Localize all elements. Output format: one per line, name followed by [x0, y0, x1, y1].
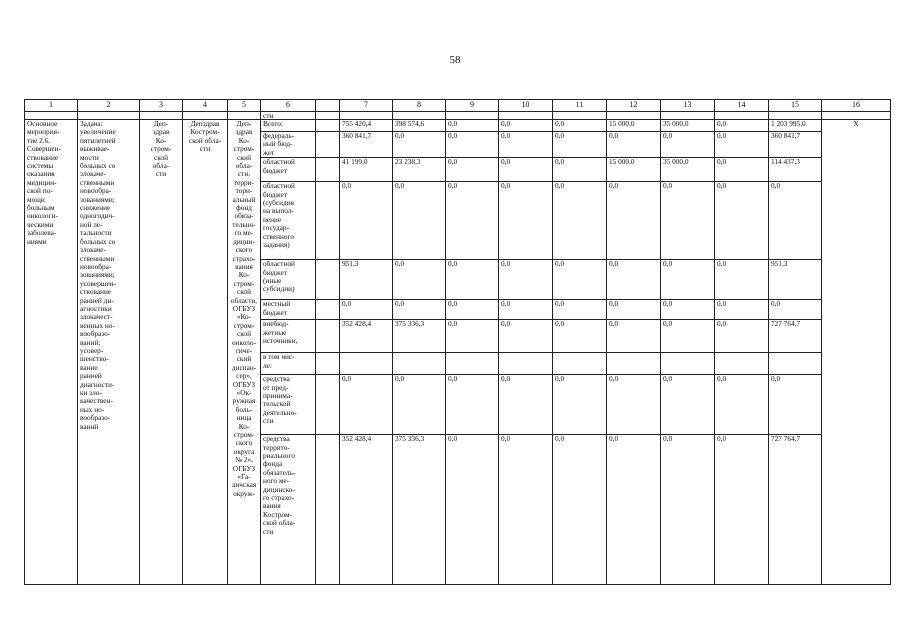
header-cell — [316, 100, 340, 112]
value-cell — [446, 353, 499, 375]
value-cell: 0,0 — [715, 182, 769, 260]
value-cell: 0,0 — [393, 182, 446, 260]
value-cell: 0,0 — [553, 120, 607, 132]
value-cell: 0,0 — [446, 320, 499, 353]
value-cell: 0,0 — [715, 300, 769, 320]
value-cell: 0,0 — [446, 182, 499, 260]
value-cell: 0,0 — [661, 300, 715, 320]
header-cell: 3 — [140, 100, 183, 112]
header-cell: 12 — [607, 100, 661, 112]
funding-source-cell: в том чис- ле: — [261, 353, 316, 375]
value-cell: 0,0 — [661, 132, 715, 158]
value-cell: 0,0 — [499, 435, 553, 585]
value-cell: 0,0 — [446, 435, 499, 585]
value-cell: 951,3 — [340, 260, 393, 300]
value-cell: 0,0 — [499, 120, 553, 132]
value-cell: 0,0 — [499, 182, 553, 260]
value-cell: 0,0 — [393, 260, 446, 300]
value-cell — [553, 353, 607, 375]
header-cell: 1 — [25, 100, 78, 112]
value-cell: 352 428,4 — [340, 435, 393, 585]
value-cell: 0,0 — [446, 300, 499, 320]
value-cell: 0,0 — [661, 260, 715, 300]
value-cell: 352 428,4 — [340, 320, 393, 353]
value-cell: 0,0 — [607, 320, 661, 353]
header-cell: 14 — [715, 100, 769, 112]
value-cell: 0,0 — [393, 132, 446, 158]
value-cell: 0,0 — [446, 132, 499, 158]
empty-cell — [316, 353, 340, 375]
value-cell: 0,0 — [446, 375, 499, 435]
value-cell: 727 764,7 — [769, 435, 822, 585]
value-cell: 0,0 — [553, 182, 607, 260]
participants-cell: Деп- здрав Ко- стром- ской обла- сти, терри- тори- альный фонд обяза- тельно- го ме- дицин- ского страхо- вания Ко- стром- ской области, ОГБУЗ «Ко- стром- ской онколо- гиче- ский диспан- сер», ОГБУЗ «Ок- ружная боль- ница Ко- стром- ского округа № 2», ОГБУЗ «Га- личская окруж- — [228, 120, 261, 585]
empty-cell — [316, 435, 340, 585]
value-cell: 0,0 — [499, 375, 553, 435]
value-cell: 0,0 — [607, 375, 661, 435]
header-cell: 10 — [499, 100, 553, 112]
value-cell — [661, 353, 715, 375]
value-cell: 0,0 — [607, 300, 661, 320]
value-cell: 0,0 — [340, 300, 393, 320]
value-cell: 0,0 — [715, 120, 769, 132]
value-cell: 0,0 — [661, 375, 715, 435]
value-cell — [393, 353, 446, 375]
value-cell: 360 841,7 — [769, 132, 822, 158]
value-cell: 0,0 — [499, 300, 553, 320]
table-row — [25, 120, 891, 132]
header-cell: 8 — [393, 100, 446, 112]
empty-cell — [316, 300, 340, 320]
header-cell: 13 — [661, 100, 715, 112]
value-cell: 0,0 — [769, 300, 822, 320]
value-cell: 951,3 — [769, 260, 822, 300]
funding-source-cell: средства террито- риального фонда обязатель- ного ме- дицинско- го страхо- вания Костром- ской обла- сти — [261, 435, 316, 585]
value-cell: 0,0 — [499, 320, 553, 353]
value-cell: 15 000,0 — [607, 158, 661, 182]
value-cell: 35 000,0 — [661, 158, 715, 182]
value-cell: 0,0 — [340, 375, 393, 435]
header-row — [25, 100, 891, 112]
value-cell — [340, 353, 393, 375]
value-cell: 0,0 — [661, 435, 715, 585]
empty-cell — [316, 158, 340, 182]
value-cell: 1 203 995,0 — [769, 120, 822, 132]
budget-table — [24, 99, 891, 585]
value-cell: 0,0 — [553, 158, 607, 182]
funding-source-cell: внебюд- жетные источники, — [261, 320, 316, 353]
empty-cell — [316, 132, 340, 158]
value-cell — [715, 353, 769, 375]
executor-cell: Деп- здрав Ко- стром- ской обла- сти — [140, 120, 183, 585]
value-cell: 0,0 — [553, 320, 607, 353]
value-cell: 0,0 — [715, 132, 769, 158]
funding-source-cell: областной бюджет (субсидия на выпол- нение государ- ственного задания) — [261, 182, 316, 260]
value-cell: 0,0 — [499, 158, 553, 182]
value-cell: 0,0 — [553, 132, 607, 158]
value-cell: 360 841,7 — [340, 132, 393, 158]
value-cell: 0,0 — [715, 435, 769, 585]
value-cell — [607, 353, 661, 375]
value-cell: 0,0 — [499, 260, 553, 300]
task-cell: Задача: увеличение пятилетней выживае- мости больных со злокаче- ственными новообра- зованиями; снижение одногодич- ной ле- тальности больных со злокаче- ственными новообра- зованиями; усовершен- ствование ранней ди- агностики злокачест- венных но- вообразо- ваний; усовер- шенство- вание ранней диагности- ки зло- качествен- ных но- вообразо- ваний — [78, 120, 140, 585]
empty-cell — [316, 375, 340, 435]
value-cell: 0,0 — [715, 375, 769, 435]
measure-name-cell: Основное мероприя- тие 2.6. Совершен- ствование системы оказания медицин- ской по- мощи больным онкологи- ческими заболева- ниями — [25, 120, 78, 585]
header-cell: 5 — [228, 100, 261, 112]
value-cell: 15 000,0 — [607, 120, 661, 132]
value-cell: 0,0 — [607, 132, 661, 158]
value-cell: 0,0 — [607, 260, 661, 300]
value-cell: 35 000,0 — [661, 120, 715, 132]
value-cell: 0,0 — [340, 182, 393, 260]
header-cell: 11 — [553, 100, 607, 112]
value-cell: 0,0 — [553, 435, 607, 585]
value-cell: 375 336,3 — [393, 435, 446, 585]
header-cell: 2 — [78, 100, 140, 112]
header-cell: 7 — [340, 100, 393, 112]
value-cell: 0,0 — [715, 260, 769, 300]
value-cell: 0,0 — [446, 158, 499, 182]
value-cell: 41 199,0 — [340, 158, 393, 182]
continuation-row — [25, 112, 891, 120]
source-cell: сти — [261, 112, 316, 120]
funding-source-cell: Всего: — [261, 120, 316, 132]
value-cell: 0,0 — [393, 375, 446, 435]
value-cell: 0,0 — [661, 320, 715, 353]
value-cell: 0,0 — [769, 375, 822, 435]
value-cell: 0,0 — [715, 158, 769, 182]
empty-cell — [316, 120, 340, 132]
empty-cell — [316, 320, 340, 353]
coexecutor-cell: Депздрав Костром- ской обла- сти — [183, 120, 228, 585]
value-cell: 398 574,6 — [393, 120, 446, 132]
header-cell: 4 — [183, 100, 228, 112]
value-cell: 114 437,3 — [769, 158, 822, 182]
funding-source-cell: средства от пред- принима- тельской деятельно- сти — [261, 375, 316, 435]
funding-source-cell: областной бюджет (иные субсидии) — [261, 260, 316, 300]
value-cell: 0,0 — [607, 435, 661, 585]
funding-source-cell: местный бюджет — [261, 300, 316, 320]
value-cell: 755 420,4 — [340, 120, 393, 132]
empty-cell — [316, 260, 340, 300]
value-cell: 0,0 — [446, 120, 499, 132]
note-cell: X — [822, 120, 891, 585]
value-cell: 0,0 — [607, 182, 661, 260]
value-cell: 0,0 — [553, 260, 607, 300]
value-cell: 375 336,3 — [393, 320, 446, 353]
value-cell — [769, 353, 822, 375]
value-cell: 0,0 — [553, 375, 607, 435]
value-cell: 0,0 — [715, 320, 769, 353]
funding-source-cell: федераль- ный бюд- жет — [261, 132, 316, 158]
value-cell: 0,0 — [446, 260, 499, 300]
value-cell: 0,0 — [393, 300, 446, 320]
value-cell — [499, 353, 553, 375]
funding-source-cell: областной бюджет — [261, 158, 316, 182]
header-cell: 6 — [261, 100, 316, 112]
value-cell: 23 238,3 — [393, 158, 446, 182]
value-cell: 0,0 — [553, 300, 607, 320]
empty-cell — [316, 182, 340, 260]
page-number: 58 — [449, 54, 461, 66]
header-cell: 16 — [822, 100, 891, 112]
value-cell: 0,0 — [769, 182, 822, 260]
value-cell: 0,0 — [661, 182, 715, 260]
header-cell: 15 — [769, 100, 822, 112]
value-cell: 727 764,7 — [769, 320, 822, 353]
header-cell: 9 — [446, 100, 499, 112]
value-cell: 0,0 — [499, 132, 553, 158]
